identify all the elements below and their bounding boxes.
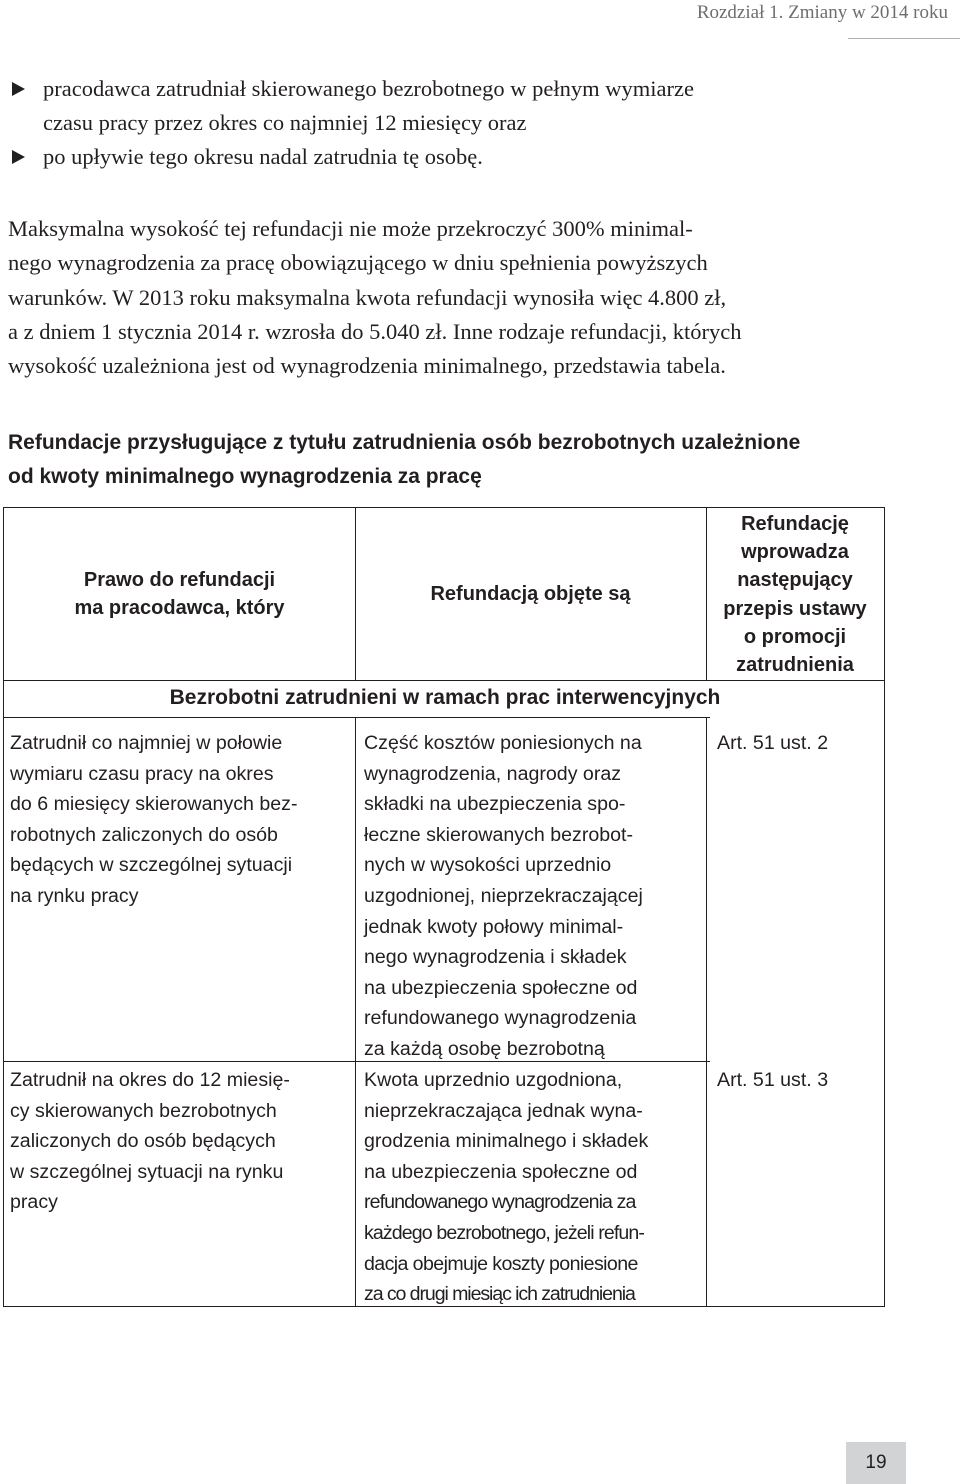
bullet-list: [8, 72, 948, 174]
cell-line: składki na ubezpieczenia spo-: [364, 793, 626, 816]
header-line: Refundacją objęte są: [430, 583, 631, 605]
cell-line: w szczególnej sytuacji na rynku: [10, 1160, 284, 1183]
page-number: 19: [846, 1442, 906, 1484]
cell-line: nych w wysokości uprzednio: [364, 854, 612, 877]
header-line: przepis ustawy: [723, 597, 867, 620]
bullet-line: pracodawca zatrudniał skierowanego bezrobotnego w pełnym wymiarze: [43, 76, 694, 101]
bullet-line: po upływie tego okresu nadal zatrudnia tę osobę.: [43, 144, 483, 169]
cell-line: refundowanego wynagrodzenia za: [364, 1191, 636, 1214]
cell-line: Zatrudnił co najmniej w połowie: [10, 732, 283, 754]
triangle-bullet-icon: [12, 150, 25, 164]
running-head-rule: [848, 38, 960, 39]
cell-line: zaliczonych do osób będących: [10, 1130, 276, 1153]
triangle-bullet-icon: [12, 82, 25, 96]
row2-employer-condition: [10, 1065, 290, 1218]
column-divider: [355, 717, 356, 1306]
paragraph-line: a z dniem 1 stycznia 2014 r. wzrosła do 5.040 zł. Inne rodzaje refundacji, których: [8, 318, 742, 344]
section-rule: [4, 717, 710, 718]
row1-employer-condition: [10, 728, 298, 912]
header-covered: [355, 580, 706, 608]
cell-line: każdego bezrobotnego, jeżeli refun-: [364, 1221, 645, 1244]
cell-line: za każdą osobę bezrobotną: [364, 1037, 605, 1060]
cell-line: łeczne skierowanych bezrobot-: [364, 823, 634, 846]
caption-line: Refundacje przysługujące z tytułu zatrudnienia osób bezrobotnych uzależnione: [8, 431, 801, 454]
header-employer: [4, 566, 355, 622]
cell-line: dacja obejmuje koszty poniesione: [364, 1252, 638, 1275]
row2-refund-scope: [364, 1065, 648, 1310]
cell-line: na rynku pracy: [10, 884, 139, 907]
running-head: Rozdział 1. Zmiany w 2014 roku: [696, 2, 948, 23]
paragraph-line: nego wynagrodzenia za pracę obowiązującego w dniu spełnienia powyższych: [8, 250, 708, 276]
cell-line: na ubezpieczenia społeczne od: [364, 976, 638, 999]
cell-line: Kwota uprzednio uzgodniona,: [364, 1069, 623, 1091]
cell-line: robotnych zaliczonych do osób: [10, 823, 278, 846]
cell-line: do 6 miesięcy skierowanych bez-: [10, 793, 298, 816]
cell-line: wynagrodzenia, nagrody oraz: [364, 762, 622, 785]
cell-line: będących w szczególnej sytuacji: [10, 854, 293, 877]
header-line: wprowadza: [741, 541, 849, 564]
bullet-item: [8, 140, 948, 174]
header-line: następujący: [737, 569, 853, 592]
cell-line: wymiaru czasu pracy na okres: [10, 762, 274, 785]
refund-table: [3, 507, 885, 1307]
table-caption: [8, 426, 948, 494]
cell-line: uzgodnionej, nieprzekraczającej: [364, 884, 643, 907]
body-paragraph: [8, 212, 948, 383]
cell-line: nieprzekraczająca jednak wyna-: [364, 1099, 643, 1122]
row1-legal-basis: Art. 51 ust. 2: [717, 732, 829, 754]
cell-line: Część kosztów poniesionych na: [364, 732, 642, 754]
cell-line: pracy: [10, 1191, 58, 1214]
cell-line: grodzenia minimalnego i składek: [364, 1130, 649, 1153]
cell-line: na ubezpieczenia społeczne od: [364, 1160, 638, 1183]
row2-legal-basis: Art. 51 ust. 3: [717, 1069, 829, 1091]
paragraph-line: warunków. W 2013 roku maksymalna kwota refundacji wynosiła więc 4.800 zł,: [8, 284, 727, 310]
section-heading: Bezrobotni zatrudnieni w ramach prac interwencyjnych: [169, 686, 721, 709]
header-line: zatrudnienia: [736, 654, 854, 677]
bullet-line: czasu pracy przez okres co najmniej 12 miesięcy oraz: [43, 110, 527, 135]
column-divider: [706, 717, 707, 1306]
header-line: o promocji: [743, 625, 847, 648]
caption-line: od kwoty minimalnego wynagrodzenia za pracę: [8, 465, 482, 488]
header-line: Refundację: [741, 513, 849, 535]
row1-refund-scope: [364, 728, 643, 1065]
cell-line: cy skierowanych bezrobotnych: [10, 1099, 277, 1122]
paragraph-line: Maksymalna wysokość tej refundacji nie może przekroczyć 300% minimal-: [8, 216, 693, 241]
cell-line: nego wynagrodzenia i składek: [364, 946, 627, 969]
bullet-item: [8, 72, 948, 140]
cell-line: jednak kwoty połowy minimal-: [364, 915, 624, 938]
cell-line: refundowanego wynagrodzenia: [364, 1007, 637, 1030]
header-legal-basis: [706, 510, 884, 679]
cell-line: Zatrudnił na okres do 12 miesię-: [10, 1069, 290, 1091]
header-line: Prawo do refundacji: [83, 569, 276, 591]
header-rule: [4, 680, 884, 681]
paragraph-line: wysokość uzależniona jest od wynagrodzenia minimalnego, przedstawia tabela.: [8, 353, 726, 379]
cell-line: za co drugi miesiąc ich zatrudnienia: [364, 1283, 635, 1306]
header-line: ma pracodawca, który: [74, 597, 285, 619]
